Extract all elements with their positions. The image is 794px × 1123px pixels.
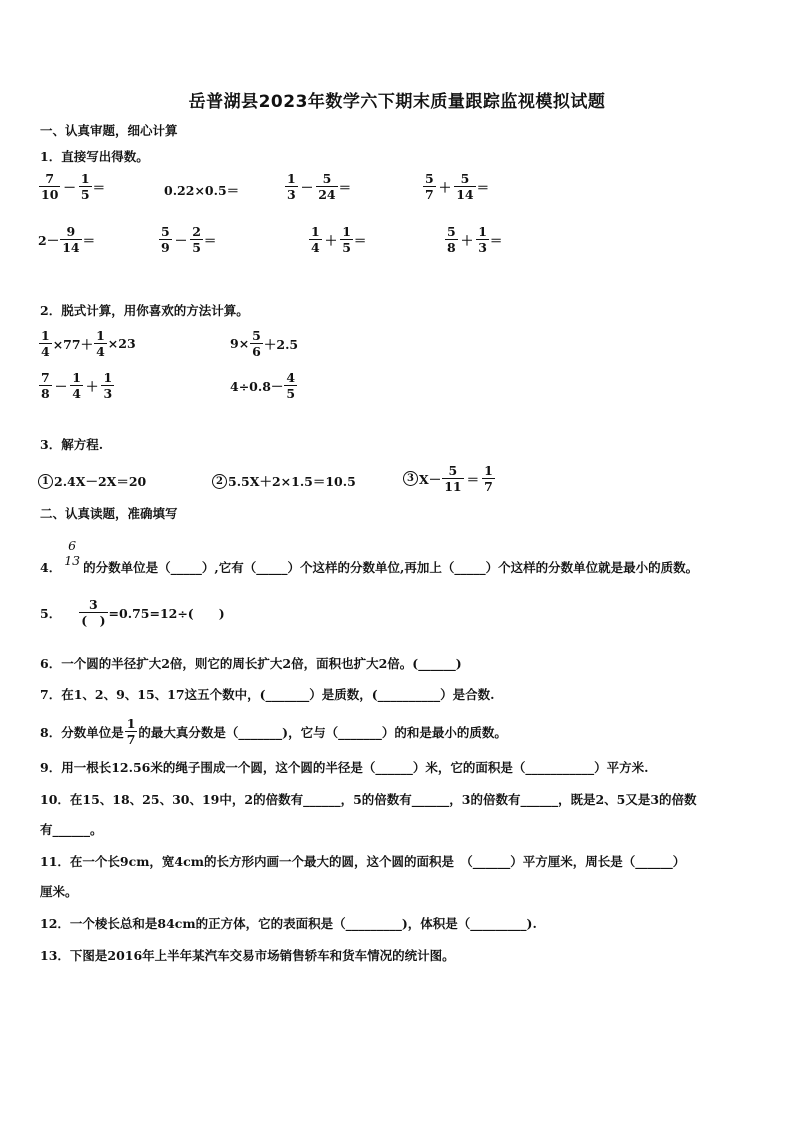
q1-item-8: $\frac{5}{8}$ ＋ $\frac{1}{3}$ ＝ xyxy=(447,224,503,255)
q1-item-4: $\frac{5}{7}$ ＋ $\frac{5}{14}$ ＝ xyxy=(425,171,490,202)
q3-prompt: 3．解方程. xyxy=(40,437,104,452)
section-2-heading: 二、认真读题，准确填写 xyxy=(40,506,178,521)
page-title: 岳普湖县2023年数学六下期末质量跟踪监视模拟试题 xyxy=(188,92,606,112)
q8-question: 8．分数单位是 $\frac{1}{7}$ 的最大真分数是（_______)，它与（_______）的和是最小的质数。 xyxy=(40,716,507,747)
q10-line-2: 有______。 xyxy=(40,822,103,837)
section-1-heading: 一、认真审题，细心计算 xyxy=(40,123,178,138)
q2-expr-3: $\frac{7}{8}$ － $\frac{1}{4}$ ＋ $\frac{1}{3}$ xyxy=(41,370,113,401)
circled-number-3: 3 xyxy=(403,471,418,486)
q5-question: 5． $\frac{3}{( )}$ =0.75=12÷( ) xyxy=(40,597,225,628)
q1-item-7: $\frac{1}{4}$ ＋ $\frac{1}{5}$ ＝ xyxy=(311,224,367,255)
q2-expr-4: 4÷0.8－ $\frac{4}{5}$ xyxy=(230,370,296,401)
q11-line-1: 11．在一个长9cm，宽4cm的长方形内画一个最大的圆，这个圆的面积是 （______）平方厘米，周长是（______） xyxy=(40,854,686,869)
q1-prompt: 1．直接写出得数。 xyxy=(40,149,149,164)
q3-equation-2: 2 5.5X＋2×1.5＝10.5 xyxy=(212,472,356,490)
q3-equation-3: 3 X－ $\frac{5}{11}$ ＝ $\frac{1}{7}$ xyxy=(403,463,496,494)
circled-number-1: 1 xyxy=(38,474,53,489)
q6-question: 6．一个圆的半径扩大2倍，则它的周长扩大2倍，面积也扩大2倍。(______) xyxy=(40,656,462,671)
q11-line-2: 厘米。 xyxy=(40,884,78,899)
q10-line-1: 10．在15、18、25、30、19中，2的倍数有______，5的倍数有______，3的倍数有______，既是2、5又是3的倍数 xyxy=(40,792,697,807)
q1-item-3: $\frac{1}{3}$ － $\frac{5}{24}$ ＝ xyxy=(287,171,352,202)
q12-question: 12．一个棱长总和是84cm的正方体，它的表面积是（_________)，体积是（_________). xyxy=(40,916,537,931)
q2-expr-1: $\frac{1}{4}$ ×77＋ $\frac{1}{4}$ ×23 xyxy=(41,328,136,359)
q2-expr-2: 9× $\frac{5}{6}$ ＋2.5 xyxy=(230,328,299,359)
q3-equation-1: 1 2.4X－2X＝20 xyxy=(38,472,146,490)
q7-question: 7．在1、2、9、15、17这五个数中，(_______）是质数，(__________）是合数. xyxy=(40,687,495,702)
q1-item-5: 2－ $\frac{9}{14}$ ＝ xyxy=(38,224,96,255)
q1-item-2: 0.22×0.5＝ xyxy=(164,183,240,198)
q2-prompt: 2．脱式计算，用你喜欢的方法计算。 xyxy=(40,303,249,318)
q1-item-6: $\frac{5}{9}$ － $\frac{2}{5}$ ＝ xyxy=(161,224,217,255)
q9-question: 9．用一根长12.56米的绳子围成一个圆，这个圆的半径是（______）米，它的面积是（___________）平方米. xyxy=(40,760,649,775)
q4-question: 4． 6 13 的分数单位是（_____）,它有（_____）个这样的分数单位,再加上（_____）个这样的分数单位就是最小的质数。 xyxy=(40,538,699,575)
q13-question: 13．下图是2016年上半年某汽车交易市场销售轿车和货车情况的统计图。 xyxy=(40,948,455,963)
q1-item-1: $\frac{7}{10}$ － $\frac{1}{5}$ ＝ xyxy=(41,171,106,202)
circled-number-2: 2 xyxy=(212,474,227,489)
